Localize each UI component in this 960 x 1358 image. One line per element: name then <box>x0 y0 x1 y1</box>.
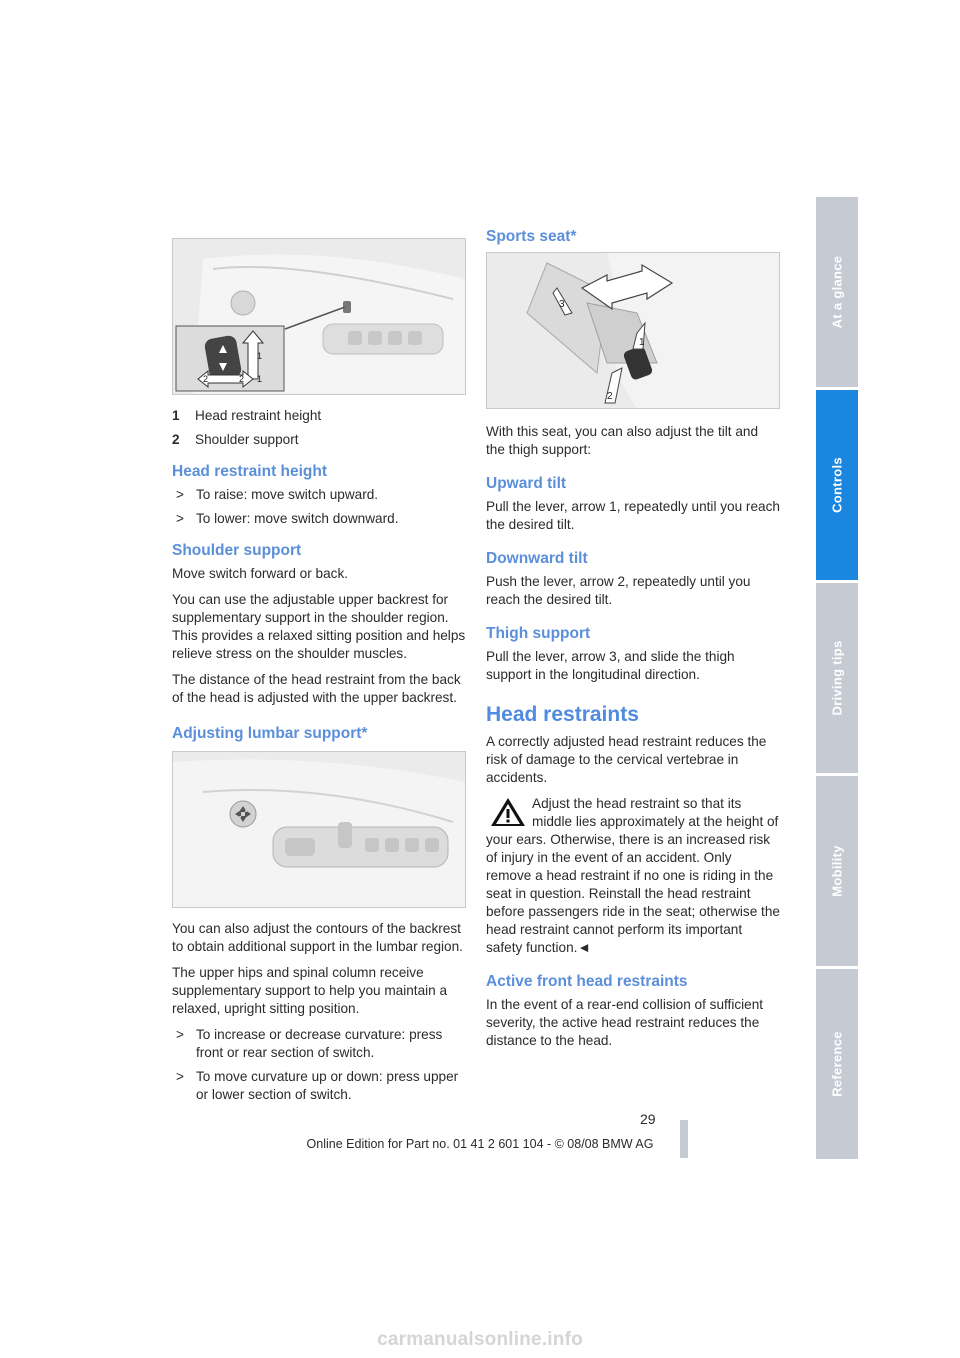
svg-text:2: 2 <box>607 391 613 402</box>
tab-reference[interactable] <box>816 969 858 1159</box>
heading-active-head-restraints: Active front head restraints <box>486 973 688 990</box>
paragraph: Pull the lever, arrow 1, repeatedly until you reach the desired tilt. <box>486 499 780 532</box>
lumbar-switch-illustration <box>173 752 465 907</box>
tab-controls[interactable] <box>816 390 858 580</box>
tab-label: Reference <box>829 1031 845 1097</box>
warning-text: Adjust the head restraint so that its middle lies approximately at the height of your ears. Otherwise, there is an increased risk of injury in the event of an accident. Only remove a head restraint if no one is riding in the seat in question. Reinstall the head restraint before passengers ride in the seat; otherwise the head restraint cannot perform its important safety function.◄ <box>486 796 780 955</box>
heading-head-restraint-height: Head restraint height <box>172 463 328 480</box>
paragraph: Push the lever, arrow 2, repeatedly until you reach the desired tilt. <box>486 574 751 607</box>
lumbar-switch-image <box>172 751 466 908</box>
seat-switch-illustration <box>173 239 465 394</box>
legend-item <box>172 407 466 425</box>
legend-number: 1 <box>172 408 180 423</box>
tab-label: Driving tips <box>829 640 845 716</box>
heading-head-restraints: Head restraints <box>486 703 639 726</box>
tab-label: Controls <box>829 457 845 513</box>
list-item-text: To move curvature up or down: press upper or lower section of switch. <box>196 1069 459 1102</box>
tab-mobility[interactable] <box>816 776 858 966</box>
heading-sports-seat: Sports seat* <box>486 228 577 245</box>
svg-text:1: 1 <box>257 374 263 384</box>
paragraph: Move switch forward or back. <box>172 566 349 581</box>
head-restraint-switch-image <box>172 238 466 395</box>
legend-text: Shoulder support <box>195 432 299 447</box>
paragraph: You can also adjust the contours of the backrest to obtain additional support in the lumbar region. <box>172 921 463 954</box>
list-item-text: To raise: move switch upward. <box>196 487 379 502</box>
right-column <box>486 228 780 1058</box>
list-item: > To move curvature up or down: press upper or lower section of switch. <box>172 1068 466 1104</box>
legend-item <box>172 431 466 449</box>
svg-text:1: 1 <box>639 337 645 348</box>
paragraph: In the event of a rear-end collision of sufficient severity, the active head restraint reduces the distance to the head. <box>486 997 764 1048</box>
list-item-text: To increase or decrease curvature: press front or rear section of switch. <box>196 1027 443 1060</box>
left-column <box>172 238 466 1110</box>
page-number: 29 <box>640 1111 656 1127</box>
heading-downward-tilt: Downward tilt <box>486 550 588 567</box>
tab-label: Mobility <box>829 845 845 897</box>
tab-label: At a glance <box>829 255 845 329</box>
warning-triangle-icon <box>490 797 526 827</box>
paragraph: A correctly adjusted head restraint reduces the risk of damage to the cervical vertebrae in accidents. <box>486 734 767 785</box>
sports-seat-image <box>486 252 780 409</box>
heading-upward-tilt: Upward tilt <box>486 475 567 492</box>
svg-text:1: 1 <box>257 351 263 361</box>
list-item-text: To lower: move switch downward. <box>196 511 399 526</box>
footer-edition: Online Edition for Part no. 01 41 2 601 104 - © 08/08 BMW AG <box>306 1137 654 1151</box>
list-item: > To increase or decrease curvature: press front or rear section of switch. <box>172 1026 466 1062</box>
paragraph: With this seat, you can also adjust the tilt and the thigh support: <box>486 424 759 457</box>
tab-driving-tips[interactable] <box>816 583 858 773</box>
watermark: carmanualsonline.info <box>377 1329 583 1350</box>
chapter-sidebar <box>816 197 858 1162</box>
legend-text: Head restraint height <box>195 408 322 423</box>
sports-seat-illustration <box>487 253 779 408</box>
warning-note <box>486 795 780 957</box>
svg-text:3: 3 <box>559 299 565 310</box>
paragraph: You can use the adjustable upper backrest for supplementary support in the shoulder region. This provides a relaxed sitting position and helps relieve stress on the shoulder muscles. <box>172 592 466 661</box>
list-item: > To lower: move switch downward. <box>176 511 399 526</box>
svg-text:2: 2 <box>203 374 209 384</box>
svg-text:2: 2 <box>239 374 245 384</box>
heading-lumbar-support: Adjusting lumbar support* <box>172 725 368 742</box>
tab-at-a-glance[interactable] <box>816 197 858 387</box>
list-item: > To raise: move switch upward. <box>176 487 379 502</box>
heading-shoulder-support: Shoulder support <box>172 542 302 559</box>
paragraph: Pull the lever, arrow 3, and slide the thigh support in the longitudinal direction. <box>486 649 735 682</box>
heading-thigh-support: Thigh support <box>486 625 591 642</box>
paragraph: The upper hips and spinal column receive supplementary support to help you maintain a relaxed, upright sitting position. <box>172 965 448 1016</box>
legend-number: 2 <box>172 432 180 447</box>
paragraph: The distance of the head restraint from the back of the head is adjusted with the upper backrest. <box>172 672 461 705</box>
